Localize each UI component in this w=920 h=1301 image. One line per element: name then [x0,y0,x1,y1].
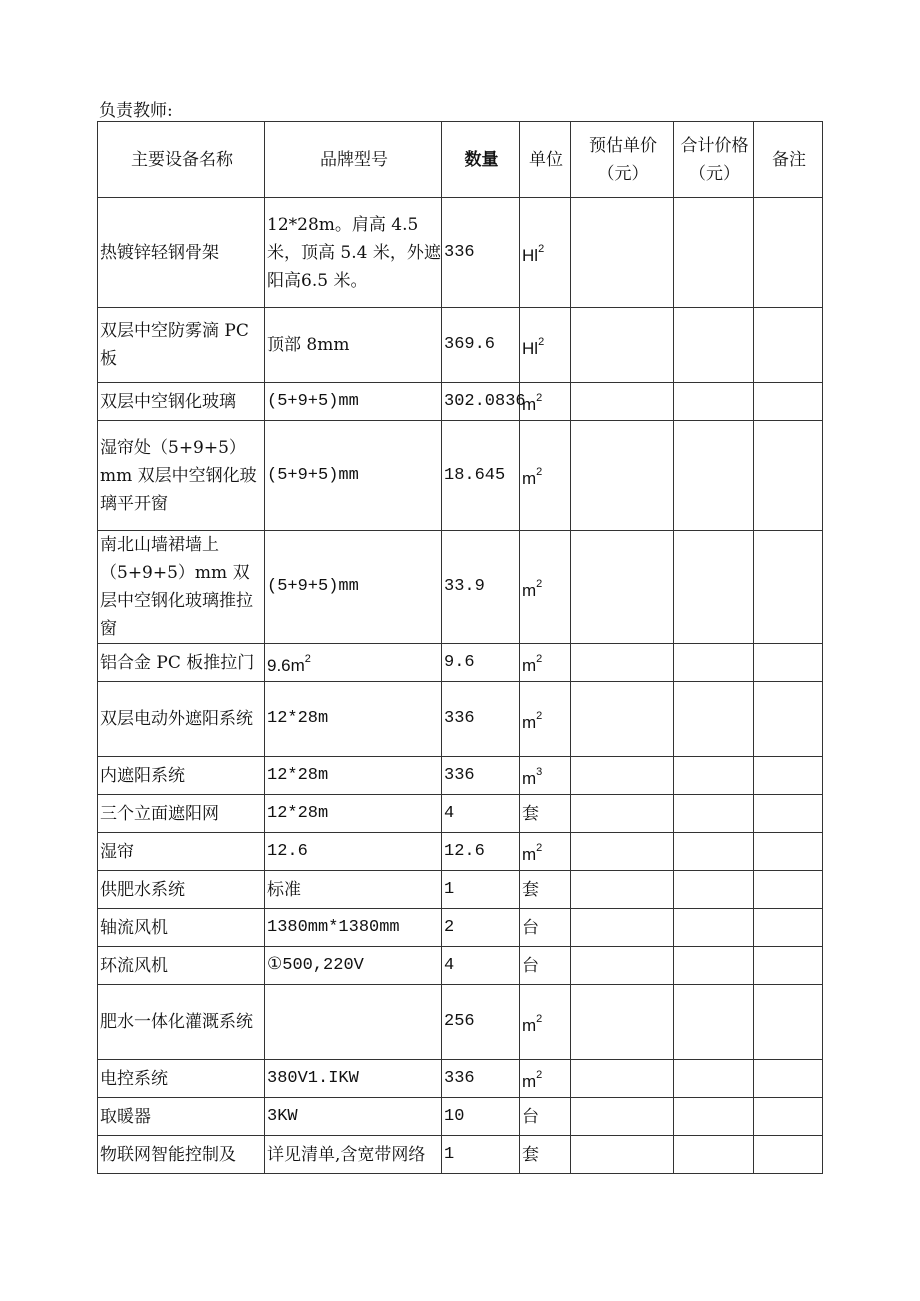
unit-sup: 2 [538,335,545,348]
cell-qty: 1 [442,871,520,909]
unit-sup: 2 [536,842,543,854]
cell-unit [520,833,571,871]
cell-unit [520,682,571,757]
cell-name: 双层中空钢化玻璃 [98,383,265,421]
cell-unit-price [571,909,674,947]
table-row [98,308,823,383]
table-row [98,1098,823,1136]
cell-qty: 1 [442,1136,520,1174]
cell-remark [754,644,823,682]
cell-unit [520,1060,571,1098]
table-row [98,909,823,947]
unit-text: m [522,1072,537,1091]
cell-name: 取暖器 [98,1098,265,1136]
cell-unit [520,383,571,421]
cell-unit: 套 [520,795,571,833]
cell-model: (5+9+5)mm [265,421,442,531]
cell-unit-price [571,871,674,909]
cell-remark [754,757,823,795]
cell-remark [754,531,823,644]
cell-unit-price [571,383,674,421]
cell-unit [520,644,571,682]
table-row [98,833,823,871]
cell-total [674,531,754,644]
cell-unit: 套 [520,871,571,909]
cell-model: 380V1.IKW [265,1060,442,1098]
cell-name: 双层电动外遮阳系统 [98,682,265,757]
table-row [98,1136,823,1174]
col-total-line1: 合计价格 [680,135,749,156]
cell-total [674,682,754,757]
col-total-line2: （元） [689,163,740,184]
cell-unit-price [571,1098,674,1136]
cell-remark [754,1136,823,1174]
table-row [98,871,823,909]
cell-total [674,985,754,1060]
cell-name: 热镀锌轻钢骨架 [98,198,265,308]
cell-unit-price [571,308,674,383]
cell-remark [754,383,823,421]
table-row [98,795,823,833]
equipment-table [97,121,823,1174]
model-text: 9.6m [267,656,305,675]
cell-name: 物联网智能控制及 [98,1136,265,1174]
unit-sup: 2 [536,709,543,722]
cell-name: 轴流风机 [98,909,265,947]
cell-model: 12*28m [265,795,442,833]
cell-qty: 33.9 [442,531,520,644]
cell-qty: 4 [442,947,520,985]
cell-qty: 336 [442,198,520,308]
cell-name: 供肥水系统 [98,871,265,909]
col-name-header: 主要设备名称 [98,122,265,198]
cell-name: 湿帘 [98,833,265,871]
col-unit-price-header [571,122,674,198]
cell-qty: 369.6 [442,308,520,383]
cell-qty: 18.645 [442,421,520,531]
unit-sup: 2 [536,392,543,404]
cell-model [265,644,442,682]
cell-total [674,383,754,421]
unit-sup: 3 [536,766,543,778]
cell-model: 12.6 [265,833,442,871]
cell-qty: 4 [442,795,520,833]
unit-text: Hl [522,338,539,358]
cell-unit-price [571,1060,674,1098]
unit-sup: 2 [538,243,545,255]
cell-name: 双层中空防雾滴 PC 板 [98,308,265,383]
cell-unit-price [571,644,674,682]
cell-remark [754,198,823,308]
cell-total [674,421,754,531]
unit-text: m [522,656,537,675]
cell-unit-price [571,985,674,1060]
unit-text: m [522,395,537,414]
cell-name: 环流风机 [98,947,265,985]
unit-text: m [522,845,537,864]
cell-model: ①500,220V [265,947,442,985]
cell-unit [520,531,571,644]
cell-qty: 12.6 [442,833,520,871]
cell-unit: 台 [520,909,571,947]
cell-total [674,308,754,383]
table-row [98,947,823,985]
cell-model: 12*28m [265,682,442,757]
table-row [98,1060,823,1098]
col-qty-header: 数量 [442,122,520,198]
table-row [98,682,823,757]
cell-qty: 336 [442,1060,520,1098]
cell-total [674,795,754,833]
cell-qty: 10 [442,1098,520,1136]
cell-total [674,757,754,795]
cell-unit [520,421,571,531]
col-model-header: 品牌型号 [265,122,442,198]
cell-model: 1380mm*1380mm [265,909,442,947]
cell-remark [754,795,823,833]
cell-total [674,644,754,682]
unit-text: m [522,469,537,488]
col-total-header [674,122,754,198]
unit-text: m [522,580,537,600]
cell-unit-price [571,757,674,795]
cell-unit-price [571,531,674,644]
cell-unit-price [571,421,674,531]
cell-model [265,985,442,1060]
cell-unit [520,308,571,383]
cell-remark [754,308,823,383]
cell-name: 铝合金 PC 板推拉门 [98,644,265,682]
cell-remark [754,421,823,531]
model-sup: 2 [304,653,311,665]
cell-qty: 336 [442,757,520,795]
table-row [98,985,823,1060]
cell-model: 3KW [265,1098,442,1136]
table-row [98,757,823,795]
unit-sup: 2 [536,1012,543,1025]
cell-remark [754,947,823,985]
cell-unit [520,198,571,308]
cell-name: 肥水一体化灌溉系统 [98,985,265,1060]
unit-sup: 2 [536,653,543,665]
cell-name: 湿帘处（5+9+5）mm 双层中空钢化玻璃平开窗 [98,421,265,531]
cell-model: (5+9+5)mm [265,383,442,421]
col-unit-price-line2: （元） [597,163,649,184]
col-remark-header: 备注 [754,122,823,198]
cell-remark [754,682,823,757]
teacher-label: 负责教师: [99,101,173,121]
cell-remark [754,871,823,909]
unit-sup: 2 [536,1069,543,1081]
cell-unit [520,985,571,1060]
table-row [98,383,823,421]
cell-name: 电控系统 [98,1060,265,1098]
cell-model: 12*28m [265,757,442,795]
unit-text: m [522,769,537,788]
cell-total [674,947,754,985]
cell-model: (5+9+5)mm [265,531,442,644]
cell-unit: 台 [520,947,571,985]
col-unit-price-line1: 预估单价 [589,135,657,156]
cell-remark [754,985,823,1060]
cell-model: 顶部 8mm [265,308,442,383]
table-row [98,531,823,644]
cell-unit-price [571,682,674,757]
cell-unit-price [571,795,674,833]
cell-qty: 2 [442,909,520,947]
cell-total [674,909,754,947]
cell-unit [520,757,571,795]
unit-text: m [522,1015,537,1035]
cell-total [674,198,754,308]
cell-total [674,833,754,871]
cell-name: 南北山墙裙墙上（5+9+5）mm 双层中空钢化玻璃推拉窗 [98,531,265,644]
cell-total [674,871,754,909]
table-header-row [98,122,823,198]
cell-model: 标准 [265,871,442,909]
cell-qty: 9.6 [442,644,520,682]
table-row [98,198,823,308]
cell-name: 内遮阳系统 [98,757,265,795]
cell-unit-price [571,1136,674,1174]
cell-total [674,1098,754,1136]
cell-unit-price [571,833,674,871]
cell-remark [754,909,823,947]
cell-name: 三个立面遮阳网 [98,795,265,833]
cell-unit-price [571,198,674,308]
cell-unit: 套 [520,1136,571,1174]
cell-unit-price [571,947,674,985]
cell-qty: 256 [442,985,520,1060]
cell-qty: 302.0836 [442,383,520,421]
cell-total [674,1060,754,1098]
unit-text: Hl [522,246,539,265]
cell-remark [754,1098,823,1136]
table-row [98,421,823,531]
cell-model: 详见清单,含宽带网络 [265,1136,442,1174]
table-row [98,644,823,682]
col-unit-header: 单位 [520,122,571,198]
cell-model: 12*28m。肩高 4.5 米，顶高 5.4 米，外遮阳高6.5 米。 [265,198,442,308]
cell-total [674,1136,754,1174]
unit-sup: 2 [536,577,543,590]
cell-remark [754,833,823,871]
unit-sup: 2 [536,466,543,478]
cell-remark [754,1060,823,1098]
unit-text: m [522,712,537,732]
cell-qty: 336 [442,682,520,757]
cell-unit: 台 [520,1098,571,1136]
